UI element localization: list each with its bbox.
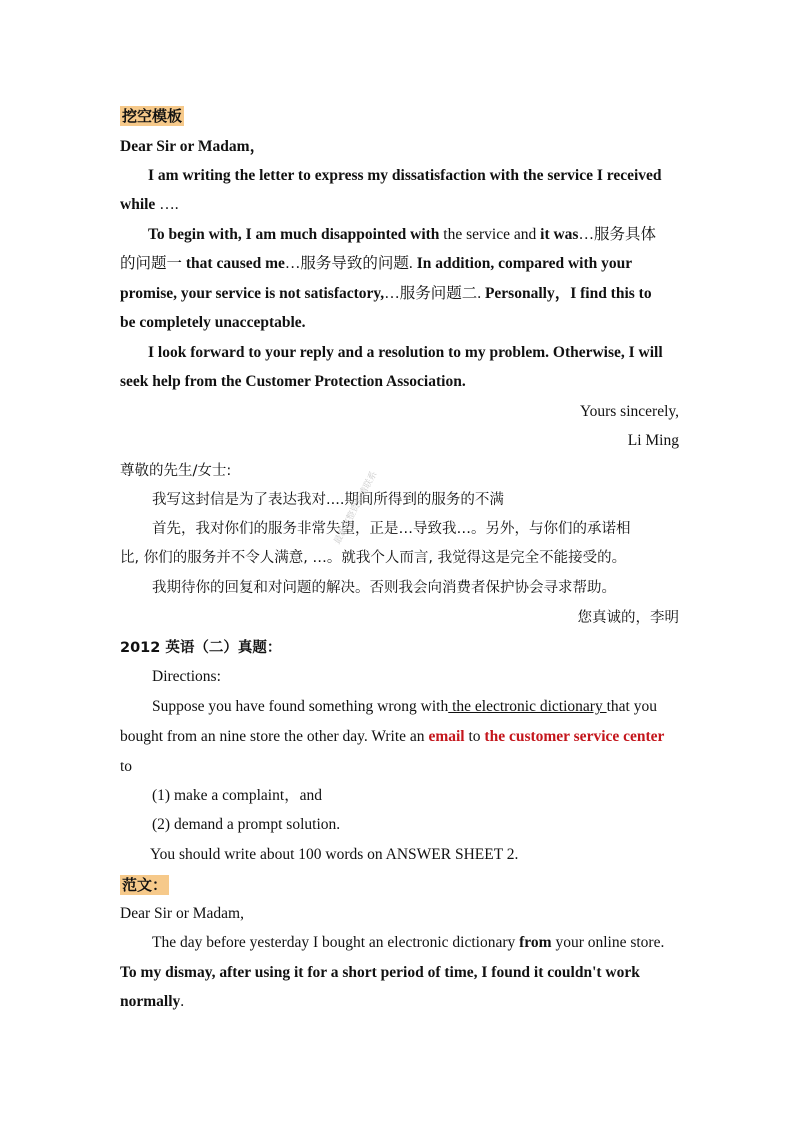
section-heading-sample: 范文： [122,876,168,894]
template-p3-line1: I look forward to your reply and a resolution to my problem. Otherwise, I will [148,344,663,361]
exam-line3: to [120,758,133,775]
template-p2-line4: be completely unacceptable. [120,314,306,331]
template-closing: Yours sincerely, [579,403,679,420]
exam-item-1: (1) make a complaint，and [152,787,323,804]
watermark-text: 最新完整资料请联系 [332,469,380,547]
translation-closing: 您真诚的，李明 [577,610,679,626]
translation-line4: 我期待你的回复和对问题的解决。否则我会向消费者保护协会寻求帮助。 [152,580,616,596]
template-p2-line2: 的问题一 that caused me…服务导致的问题. In addition, compared with your [120,255,633,272]
translation-line3: 比, 你们的服务并不令人满意, …。就我个人而言, 我觉得这是完全不能接受的。 [120,550,627,566]
exam-heading: 2012 英语（二）真题： [120,640,282,656]
sample-line3: normally. [120,993,185,1010]
template-p2-line3: promise, your service is not satisfactory,…服务问题二. Personally，I find this to [120,285,652,302]
template-p1-line2: while …. [120,196,179,213]
exam-line1: Suppose you have found something wrong with the electronic dictionary that you [152,698,657,715]
sample-greeting: Dear Sir or Madam, [120,905,244,922]
template-signature: Li Ming [627,432,679,449]
template-greeting: Dear Sir or Madam， [120,138,266,155]
exam-line2: bought from an nine store the other day. Write an email to the customer service center [120,728,665,745]
exam-directions-label: Directions: [152,668,221,685]
sample-line1: The day before yesterday I bought an electronic dictionary from your online store. [152,934,665,951]
template-p3-line2: seek help from the Customer Protection Association. [120,373,466,390]
translation-line2: 首先，我对你们的服务非常失望，正是…导致我…。另外，与你们的承诺相 [152,521,631,537]
translation-line1: 我写这封信是为了表达我对....期间所得到的服务的不满 [152,492,504,508]
exam-item-2: (2) demand a prompt solution. [152,816,341,833]
template-p2-line1: To begin with, I am much disappointed with the service and it was…服务具体 [148,226,656,243]
template-p1-line1: I am writing the letter to express my dissatisfaction with the service I received [148,167,662,184]
exam-word-count: You should write about 100 words on ANSWER SHEET 2. [150,846,519,863]
translation-greeting: 尊敬的先生/女士: [120,463,232,479]
sample-line2: To my dismay, after using it for a short period of time, I found it couldn't work [120,964,640,981]
section-heading-template: 挖空模板 [122,107,183,125]
